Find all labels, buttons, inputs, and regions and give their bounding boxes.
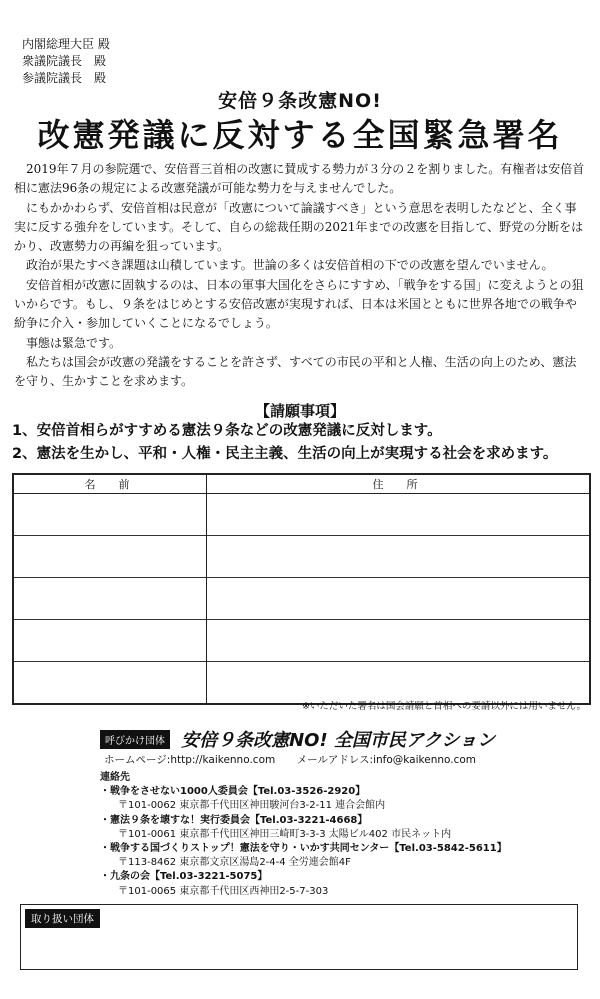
organizer-label: 呼びかけ団体 [100,730,170,749]
addressee-prime-minister: 内閣総理大臣 殿 [22,37,110,51]
name-cell[interactable] [13,536,207,578]
paragraph: 2019年７月の参院選で、安倍晋三首相の改憲に賛成する勢力が３分の２を割りました。有権者は安倍首相に憲法96条の規定による改憲発議が可能な勢力を与えませんでした。 [14,162,585,196]
contact-item [100,870,507,898]
name-cell[interactable] [13,620,207,662]
organizer-links [104,752,494,767]
contact-address: 〒101-0065 東京都千代田区西神田2-5-7-303 [118,885,329,897]
page-title: 改憲発議に反対する全国緊急署名 [37,116,563,154]
address-cell[interactable] [207,620,591,662]
contact-name: ・戦争をさせない1000人委員会 [100,786,248,798]
paragraph: 私たちは国会が改憲の発議をすることを許さず、すべての市民の平和と人権、生活の向上のため、憲法を守り、生かすことを求めます。 [14,354,577,389]
contacts-heading: 連絡先 [100,772,130,783]
petition-item: 1、安倍首相らがすすめる憲法９条などの改憲発議に反対します。 [12,423,442,439]
petition-item: 2、憲法を生かし、平和・人権・民主主義、生活の向上が実現する社会を求めます。 [12,446,558,462]
contact-tel: 【Tel.03-5842-5611】 [389,843,507,855]
email-link[interactable]: メールアドレス:info@kaikenno.com [296,754,477,766]
contact-list [100,771,507,899]
address-cell[interactable] [207,536,591,578]
addressee-lower-house: 衆議院議長 殿 [22,54,107,68]
column-header-address: 住 所 [207,474,591,494]
contact-address: 〒101-0062 東京都千代田区神田駿河台3-2-11 連合会館内 [118,800,386,812]
handling-organization-box[interactable] [20,904,578,970]
organizer-name: 安倍９条改憲NO! 全国市民アクション [181,730,496,751]
contact-name: ・戦争する国づくりストップ！憲法を守り・いかす共同センター [100,843,390,855]
petition-heading: 【請願事項】 [254,402,345,420]
contact-item [100,785,507,813]
signature-row [13,536,590,578]
petition-items [12,420,592,466]
paragraph: 事態は緊急です。 [26,335,122,350]
contact-name: ・憲法９条を壊すな！実行委員会 [100,814,250,826]
contact-item [100,814,507,842]
name-cell[interactable] [13,494,207,536]
contact-tel: 【Tel.03-3526-2920】 [247,786,366,798]
signature-row [13,578,590,620]
paragraph: 政治が果たすべき課題は山積しています。世論の多くは安倍首相の下での改憲を望んでいません。 [26,258,554,273]
signature-row [13,620,590,662]
addressee-upper-house: 参議院議長 殿 [22,71,107,85]
contact-name: ・九条の会 [100,871,150,883]
contact-tel: 【Tel.03-3221-5075】 [150,871,268,883]
privacy-note: ※いただいた署名は国会請願と首相への要請以外には用いません。 [301,701,586,712]
address-cell[interactable] [207,578,591,620]
name-cell[interactable] [13,662,207,705]
name-cell[interactable] [13,578,207,620]
signature-row [13,494,590,536]
homepage-link[interactable]: ホームページ:http://kaikenno.com [104,754,276,766]
contact-address: 〒113-8462 東京都文京区湯島2-4-4 全労連会館4F [118,857,351,869]
paragraph: 安倍首相が改憲に固執するのは、日本の軍事大国化をさらにすすめ、「戦争をする国」に変えようとの狙いからです。もし、９条をはじめとする安倍改憲が実現すれば、日本は米国とともに世界各地での戦争や紛争に介入・参加していくことになるでしょう。 [14,277,584,331]
address-cell[interactable] [207,494,591,536]
contact-item [100,842,507,870]
paragraph: にもかかわらず、安倍首相は民意が「改憲について論議すべき」という意思を表明したなどと、全く事実に反する強弁をしています。そして、自らの総裁任期の2021年までの改憲を目指して、野党の分断をはかり、改憲勢力の再編を狙っています。 [14,200,584,254]
signature-table [12,473,591,705]
contact-tel: 【Tel.03-3221-4668】 [250,814,368,826]
statement-body [14,160,586,392]
handling-organization-label: 取り扱い団体 [25,909,100,928]
contact-address: 〒101-0061 東京都千代田区神田三崎町3-3-3 太陽ビル402 市民ネット内 [118,828,452,840]
column-header-name: 名 前 [13,474,207,494]
subtitle: 安倍９条改憲NO! [218,90,382,112]
addressee-list [22,36,110,87]
organizer-block [100,726,495,752]
